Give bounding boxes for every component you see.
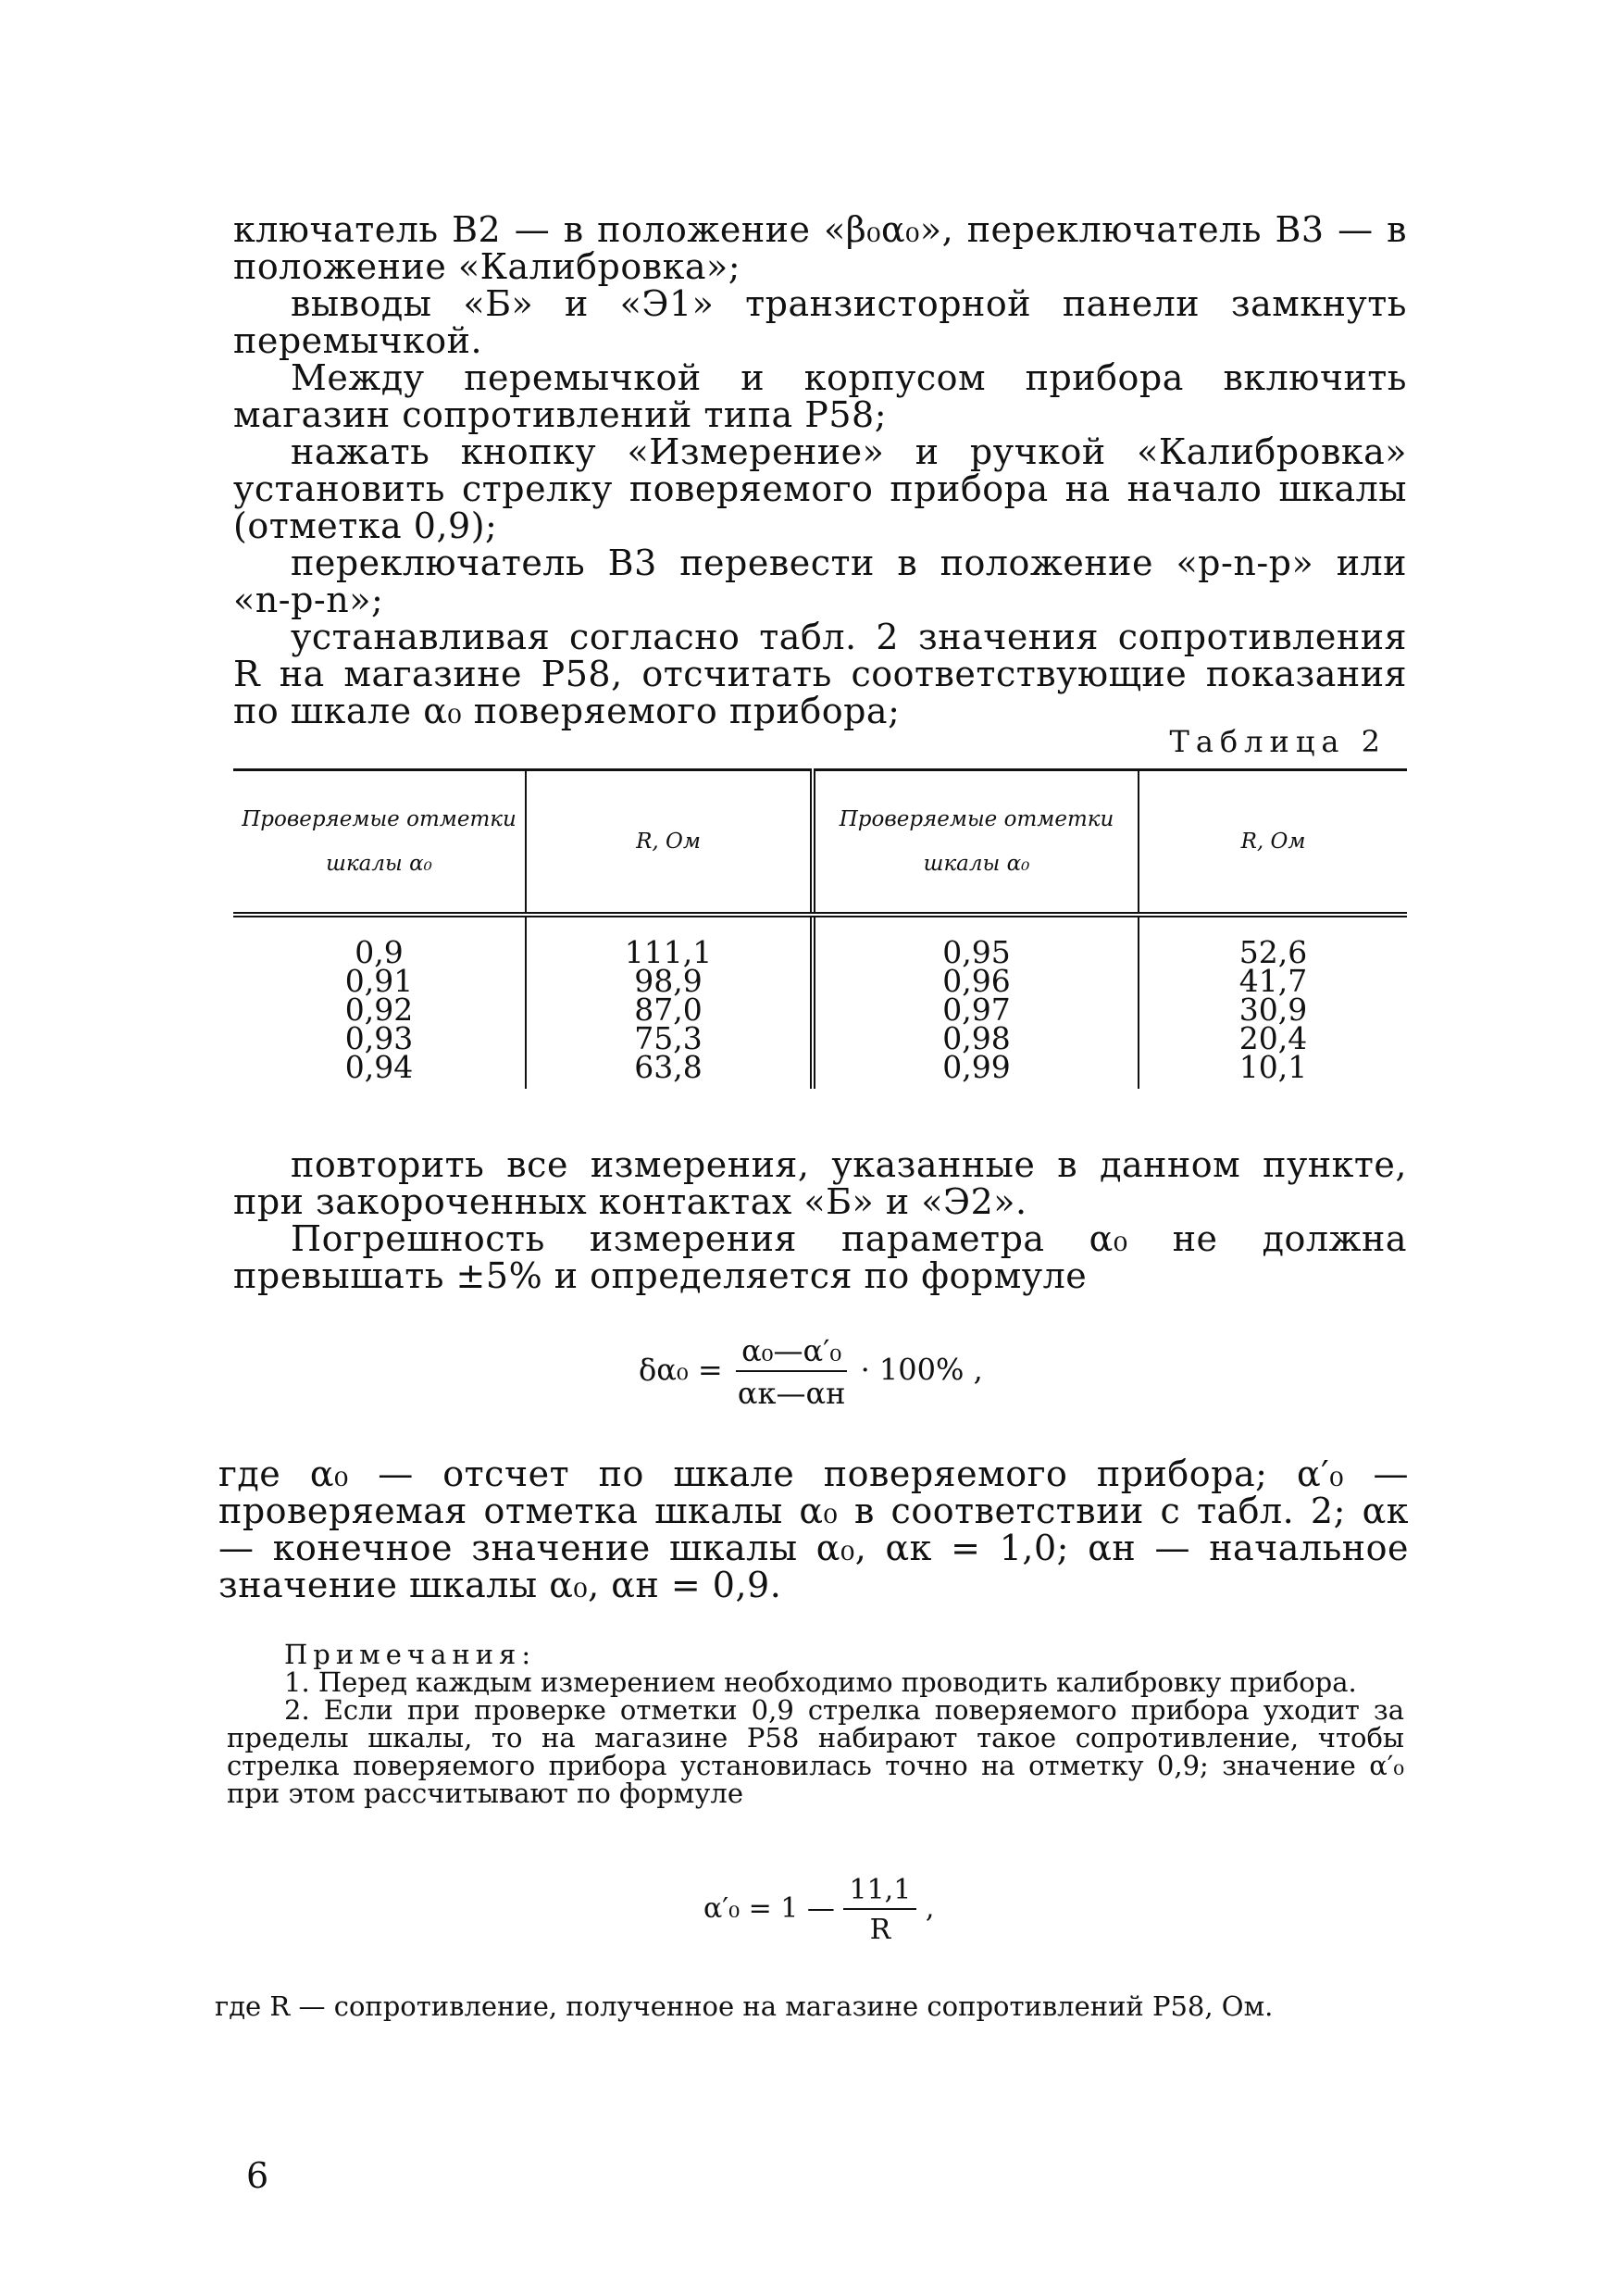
formula-fraction — [732, 1333, 852, 1411]
table-row — [233, 1053, 1407, 1089]
table-cell: 0,97 — [813, 995, 1139, 1024]
where2-section — [215, 1992, 1409, 2020]
table-cell: 0,92 — [344, 992, 414, 1028]
after-paragraph-1: повторить все измерения, указанные в данном пункте, при закороченных контактах «Б» и «Э2». — [233, 1144, 1407, 1222]
table-cell: 0,9 — [355, 934, 404, 970]
table-cell: 87,0 — [526, 995, 813, 1024]
formula-suffix: · 100% , — [860, 1352, 983, 1388]
intro-paragraph-4: нажать кнопку «Измерение» и ручкой «Калибровка» установить стрелку поверяемого прибора на начало шкалы (отметка 0,9); — [233, 431, 1407, 546]
note-1: 1. Перед каждым измерением необходимо проводить калибровку прибора. — [284, 1666, 1357, 1698]
alpha-formula-lhs: α′₀ = 1 — — [703, 1892, 835, 1925]
table-cell: 98,9 — [526, 967, 813, 995]
table-cell: 111,1 — [526, 915, 813, 967]
table-header-row — [233, 770, 1407, 916]
note-2: 2. Если при проверке отметки 0,9 стрелка поверяемого прибора уходит за пределы шкалы, то на магазине Р58 набирают такое сопротивление, чтобы стрелка поверяемого прибора установилась точно на отметку 0,9; значение α′₀ при этом рассчитывают по формуле — [227, 1694, 1404, 1809]
table-cell: 0,94 — [344, 1049, 414, 1085]
formula-lhs: δα₀ = — [639, 1352, 723, 1388]
table-cell: 52,6 — [1139, 915, 1407, 967]
table-cell: 0,99 — [813, 1053, 1139, 1089]
table-cell: 41,7 — [1139, 967, 1407, 995]
intro-paragraph-3: Между перемычкой и корпусом прибора включить магазин сопротивлений типа Р58; — [233, 357, 1407, 435]
notes-title: Примечания: — [284, 1639, 537, 1670]
intro-paragraph-2: выводы «Б» и «Э1» транзисторной панели замкнуть перемычкой. — [233, 283, 1407, 361]
intro-paragraph-1: ключатель В2 — в положение «β₀α₀», переключатель В3 — в положение «Калибровка»; — [233, 209, 1407, 287]
alpha-formula-fraction — [843, 1874, 916, 1946]
formula-numerator: α₀—α′₀ — [736, 1333, 847, 1372]
intro-paragraph-5: переключатель В3 перевести в положение «p-n-p» или «n-p-n»; — [233, 543, 1407, 620]
intro-paragraph-6: устанавливая согласно табл. 2 значения сопротивления R на магазине Р58, отсчитать соответствующие показания по шкале α₀ поверяемого прибора; — [233, 617, 1407, 731]
alpha-formula-denominator: R — [869, 1914, 891, 1946]
alpha-formula — [703, 1874, 934, 1946]
notes-section — [227, 1641, 1404, 1807]
table-header-resistance-2: R, Ом — [1139, 770, 1407, 916]
after-table-text — [233, 1146, 1407, 1294]
formula-explanation-text: где α₀ — отсчет по шкале поверяемого прибора; α′₀ — проверяемая отметка шкалы α₀ в соответствии с табл. 2; αк — конечное значение шкалы α₀, αк = 1,0; αн — начальное значение шкалы α₀, αн = 0,9. — [218, 1454, 1409, 1605]
table-header-marks-1: Проверяемые отметки шкалы α₀ — [233, 770, 526, 916]
table-row — [233, 915, 1407, 967]
table-cell: 63,8 — [526, 1053, 813, 1089]
table-cell: 0,96 — [813, 967, 1139, 995]
table-cell: 0,93 — [344, 1020, 414, 1056]
table-cell: 75,3 — [526, 1024, 813, 1053]
alpha-formula-numerator: 11,1 — [843, 1874, 916, 1910]
table-cell: 20,4 — [1139, 1024, 1407, 1053]
table-header-resistance-1: R, Ом — [526, 770, 813, 916]
where2-text: где R — сопротивление, полученное на магазине сопротивлений Р58, Ом. — [215, 1990, 1274, 2022]
table-header-marks-2: Проверяемые отметки шкалы α₀ — [813, 770, 1139, 916]
formula-denominator: αк—αн — [737, 1376, 846, 1411]
table-cell: 0,98 — [813, 1024, 1139, 1053]
table-cell: 10,1 — [1139, 1053, 1407, 1089]
table-cell: 0,91 — [344, 963, 414, 999]
after-paragraph-2: Погрешность измерения параметра α₀ не должна превышать ±5% и определяется по формуле — [233, 1218, 1407, 1296]
calibration-table — [233, 768, 1407, 1089]
table-caption: Таблица 2 — [1169, 724, 1387, 759]
table-cell: 0,95 — [813, 915, 1139, 967]
page-number: 6 — [246, 2155, 269, 2196]
formula-explanation — [218, 1455, 1409, 1603]
alpha-formula-suffix: , — [925, 1892, 935, 1925]
table-cell: 30,9 — [1139, 995, 1407, 1024]
error-formula — [639, 1333, 983, 1411]
intro-text — [233, 211, 1407, 730]
